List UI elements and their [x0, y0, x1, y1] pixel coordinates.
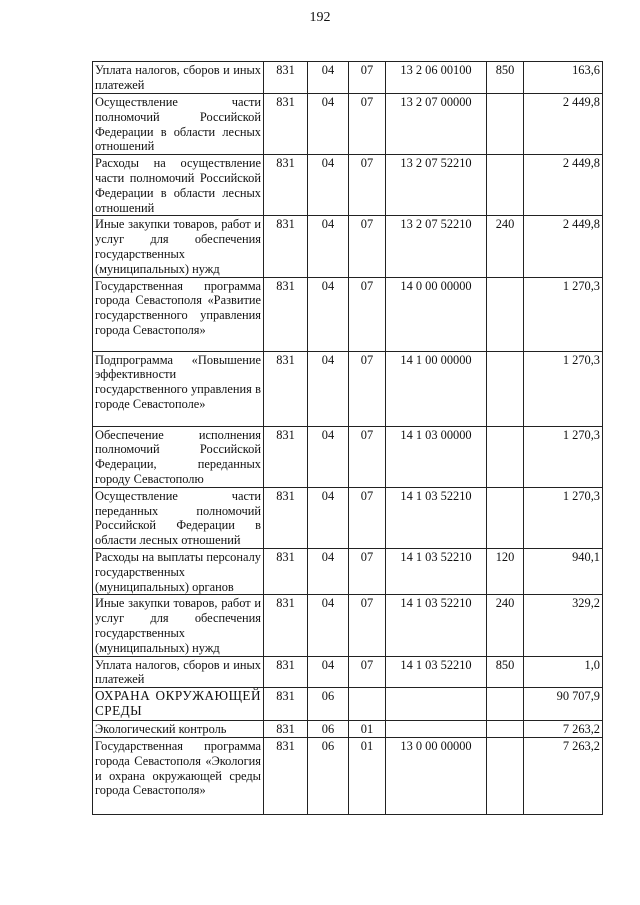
table-row — [93, 155, 603, 216]
amount: 90 707,9 — [524, 688, 603, 721]
subsection-code: 01 — [349, 721, 386, 738]
section-code: 04 — [308, 155, 349, 216]
amount: 940,1 — [524, 548, 603, 594]
ministry-code: 831 — [264, 656, 308, 688]
amount: 329,2 — [524, 595, 603, 656]
row-name: Расходы на выплаты персоналу государственных (муниципальных) органов — [93, 548, 264, 594]
table-row — [93, 351, 603, 426]
target-article-code: 14 1 03 52210 — [386, 487, 487, 548]
target-article-code — [386, 721, 487, 738]
table-row — [93, 721, 603, 738]
subsection-code: 07 — [349, 277, 386, 351]
expense-type-code: 240 — [487, 216, 524, 277]
ministry-code: 831 — [264, 351, 308, 426]
row-name: Подпрограмма «Повышение эффективности государственного управления в городе Севастополе» — [93, 351, 264, 426]
ministry-code: 831 — [264, 216, 308, 277]
table-row — [93, 688, 603, 721]
expense-type-code: 240 — [487, 595, 524, 656]
expense-type-code: 850 — [487, 656, 524, 688]
section-code: 04 — [308, 216, 349, 277]
ministry-code: 831 — [264, 487, 308, 548]
table-row — [93, 737, 603, 814]
row-name: Государственная программа города Севастополя «Развитие государственного управления города Севастополя» — [93, 277, 264, 351]
target-article-code: 13 0 00 00000 — [386, 737, 487, 814]
subsection-code: 07 — [349, 155, 386, 216]
table-row — [93, 656, 603, 688]
target-article-code: 14 1 03 52210 — [386, 595, 487, 656]
subsection-code: 07 — [349, 216, 386, 277]
row-name: Осуществление части переданных полномочий Российской Федерации в области лесных отношений — [93, 487, 264, 548]
budget-table-body — [93, 62, 603, 815]
target-article-code: 13 2 07 52210 — [386, 155, 487, 216]
amount: 2 449,8 — [524, 155, 603, 216]
section-code: 04 — [308, 351, 349, 426]
table-row — [93, 62, 603, 94]
subsection-code: 07 — [349, 656, 386, 688]
amount: 1 270,3 — [524, 277, 603, 351]
target-article-code: 13 2 06 00100 — [386, 62, 487, 94]
ministry-code: 831 — [264, 155, 308, 216]
target-article-code: 14 1 03 52210 — [386, 656, 487, 688]
ministry-code: 831 — [264, 426, 308, 487]
ministry-code: 831 — [264, 94, 308, 155]
ministry-code: 831 — [264, 721, 308, 738]
row-name: Иные закупки товаров, работ и услуг для обеспечения государственных (муниципальных) нужд — [93, 595, 264, 656]
budget-table — [92, 61, 603, 815]
amount: 7 263,2 — [524, 721, 603, 738]
target-article-code: 14 1 03 52210 — [386, 548, 487, 594]
amount: 1 270,3 — [524, 426, 603, 487]
expense-type-code — [487, 737, 524, 814]
expense-type-code — [487, 426, 524, 487]
row-name: Государственная программа города Севастополя «Экология и охрана окружающей среды города Севастополя» — [93, 737, 264, 814]
table-row — [93, 426, 603, 487]
expense-type-code — [487, 155, 524, 216]
subsection-code: 07 — [349, 62, 386, 94]
table-row — [93, 487, 603, 548]
section-code: 06 — [308, 737, 349, 814]
subsection-code: 07 — [349, 548, 386, 594]
section-code: 04 — [308, 277, 349, 351]
row-name: ОХРАНА ОКРУЖАЮЩЕЙ СРЕДЫ — [93, 688, 264, 721]
expense-type-code — [487, 487, 524, 548]
ministry-code: 831 — [264, 548, 308, 594]
table-row — [93, 548, 603, 594]
target-article-code: 13 2 07 00000 — [386, 94, 487, 155]
ministry-code: 831 — [264, 595, 308, 656]
subsection-code: 01 — [349, 737, 386, 814]
amount: 163,6 — [524, 62, 603, 94]
row-name: Уплата налогов, сборов и иных платежей — [93, 62, 264, 94]
expense-type-code: 850 — [487, 62, 524, 94]
amount: 1,0 — [524, 656, 603, 688]
subsection-code — [349, 688, 386, 721]
subsection-code: 07 — [349, 351, 386, 426]
section-code: 04 — [308, 548, 349, 594]
section-code: 04 — [308, 595, 349, 656]
target-article-code: 14 0 00 00000 — [386, 277, 487, 351]
row-name: Осуществление части полномочий Российской Федерации в области лесных отношений — [93, 94, 264, 155]
section-code: 06 — [308, 721, 349, 738]
page-number: 192 — [309, 10, 331, 25]
ministry-code: 831 — [264, 62, 308, 94]
amount: 7 263,2 — [524, 737, 603, 814]
subsection-code: 07 — [349, 426, 386, 487]
table-row — [93, 216, 603, 277]
subsection-code: 07 — [349, 94, 386, 155]
target-article-code: 13 2 07 52210 — [386, 216, 487, 277]
ministry-code: 831 — [264, 277, 308, 351]
section-code: 04 — [308, 656, 349, 688]
target-article-code: 14 1 03 00000 — [386, 426, 487, 487]
row-name: Обеспечение исполнения полномочий Российской Федерации, переданных городу Севастополю — [93, 426, 264, 487]
expense-type-code — [487, 721, 524, 738]
row-name: Расходы на осуществление части полномочий Российской Федерации в области лесных отношений — [93, 155, 264, 216]
expense-type-code — [487, 94, 524, 155]
section-code: 06 — [308, 688, 349, 721]
row-name: Экологический контроль — [93, 721, 264, 738]
target-article-code: 14 1 00 00000 — [386, 351, 487, 426]
row-name: Иные закупки товаров, работ и услуг для обеспечения государственных (муниципальных) нужд — [93, 216, 264, 277]
ministry-code: 831 — [264, 688, 308, 721]
table-row — [93, 277, 603, 351]
section-code: 04 — [308, 487, 349, 548]
expense-type-code — [487, 277, 524, 351]
ministry-code: 831 — [264, 737, 308, 814]
table-row — [93, 94, 603, 155]
amount: 1 270,3 — [524, 487, 603, 548]
expense-type-code: 120 — [487, 548, 524, 594]
subsection-code: 07 — [349, 595, 386, 656]
table-row — [93, 595, 603, 656]
expense-type-code — [487, 351, 524, 426]
section-code: 04 — [308, 426, 349, 487]
amount: 1 270,3 — [524, 351, 603, 426]
amount: 2 449,8 — [524, 94, 603, 155]
target-article-code — [386, 688, 487, 721]
row-name: Уплата налогов, сборов и иных платежей — [93, 656, 264, 688]
section-code: 04 — [308, 62, 349, 94]
expense-type-code — [487, 688, 524, 721]
subsection-code: 07 — [349, 487, 386, 548]
amount: 2 449,8 — [524, 216, 603, 277]
section-code: 04 — [308, 94, 349, 155]
